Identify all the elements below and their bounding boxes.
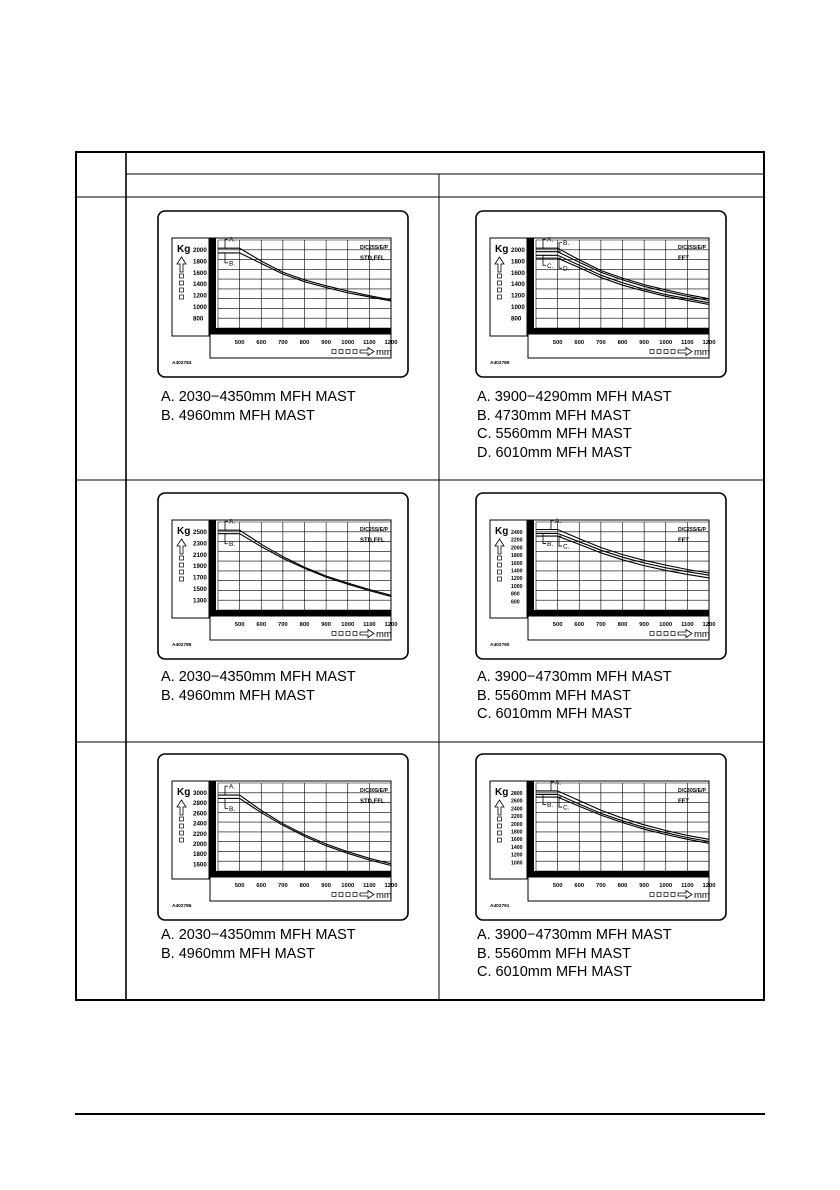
figure-id: A402784 [172, 361, 192, 366]
y-tick-label: 1800 [511, 258, 525, 266]
x-tick-label: 800 [299, 340, 310, 346]
y-tick-label: 2200 [193, 830, 207, 838]
x-tick-label: 700 [278, 340, 288, 346]
y-tick-label: 800 [511, 315, 522, 323]
legend-item: B. 5560mm MFH MAST [477, 687, 631, 704]
legend-item: B. 4960mm MFH MAST [161, 945, 315, 962]
x-axis-bar [210, 610, 391, 616]
x-tick-label: 1200 [384, 340, 398, 346]
x-tick-label: 600 [256, 883, 267, 889]
mm-unit-label: mm [694, 890, 710, 901]
x-tick-label: 1200 [384, 883, 398, 889]
legend-r1c1 [161, 388, 356, 425]
curve-label: B. [563, 240, 570, 248]
y-tick-label: 1000 [511, 583, 523, 590]
x-tick-label: 700 [596, 340, 606, 346]
load-chart-std-ffl-row3 [157, 753, 409, 921]
y-tick-label: 1400 [511, 844, 523, 851]
model-code: D/C25S/E/P [360, 527, 388, 533]
y-axis-bar [210, 238, 216, 334]
x-tick-label: 500 [552, 883, 563, 889]
y-tick-label: 2100 [193, 551, 207, 559]
x-tick-label: 1200 [384, 622, 398, 628]
model-code: D/C25S/E/P [360, 245, 388, 251]
x-tick-label: 1000 [659, 622, 673, 628]
legend-item: A. 2030−4350mm MFH MAST [161, 927, 356, 943]
y-tick-label: 2500 [193, 529, 207, 536]
model-code: D/C30S/E/P [678, 788, 706, 794]
legend-r2c2 [477, 668, 672, 724]
mm-unit-label: mm [694, 347, 710, 358]
legend-r3c2 [477, 926, 672, 982]
x-tick-label: 1000 [659, 883, 673, 889]
curve-label: D. [563, 265, 570, 273]
x-tick-label: 600 [256, 622, 267, 628]
x-tick-label: 1200 [702, 340, 716, 346]
curve-label: C. [547, 262, 554, 270]
y-tick-label: 600 [511, 599, 520, 606]
curve-label: B. [229, 805, 236, 813]
y-tick-label: 1700 [193, 574, 207, 582]
x-tick-label: 1100 [681, 622, 694, 628]
load-chart-std-ffl-row2 [157, 492, 409, 660]
curve-label: C. [563, 543, 570, 551]
y-tick-label: 2000 [511, 247, 525, 254]
x-tick-label: 700 [278, 622, 288, 628]
kg-unit-label: Kg [495, 526, 509, 537]
kg-unit-label: Kg [177, 526, 191, 537]
curve-label: B. [547, 801, 554, 809]
x-tick-label: 1100 [681, 340, 694, 346]
y-tick-label: 1600 [511, 560, 523, 567]
y-tick-label: 2000 [511, 545, 523, 552]
figure-id: A402790 [490, 643, 510, 648]
x-tick-label: 800 [299, 622, 310, 628]
variant-label: FFT [678, 538, 689, 544]
legend-item: B. 4730mm MFH MAST [477, 407, 631, 424]
load-chart-fft-row1 [475, 210, 727, 378]
y-tick-label: 1300 [193, 597, 207, 605]
x-tick-label: 900 [639, 340, 649, 346]
x-tick-label: 600 [256, 340, 267, 346]
y-axis-bar [528, 520, 534, 616]
model-code: D/C25S/E/P [678, 245, 706, 251]
legend-item: B. 4960mm MFH MAST [161, 407, 315, 424]
y-tick-label: 1900 [193, 563, 207, 571]
y-tick-label: 1800 [511, 553, 523, 560]
kg-unit-label: Kg [495, 244, 509, 255]
y-tick-label: 800 [193, 315, 204, 323]
x-tick-label: 1100 [363, 622, 376, 628]
mm-unit-label: mm [376, 629, 392, 640]
variant-label: STD,FFL [360, 256, 385, 262]
legend-item: B. 4960mm MFH MAST [161, 687, 315, 704]
variant-label: FFT [678, 799, 689, 805]
x-tick-label: 700 [596, 622, 606, 628]
x-axis-bar [210, 871, 391, 877]
y-tick-label: 2200 [511, 537, 523, 544]
mm-unit-label: mm [694, 629, 710, 640]
x-tick-label: 1100 [363, 340, 376, 346]
x-tick-label: 600 [574, 622, 585, 628]
x-axis-bar [528, 610, 709, 616]
x-tick-label: 800 [617, 883, 628, 889]
figure-id: A402789 [490, 361, 510, 366]
x-tick-label: 500 [552, 622, 563, 628]
y-tick-label: 2800 [193, 800, 207, 808]
x-tick-label: 500 [234, 883, 245, 889]
y-tick-label: 1400 [511, 568, 523, 575]
legend-item: A. 2030−4350mm MFH MAST [161, 669, 356, 685]
legend-r2c1 [161, 668, 356, 705]
legend-item: C. 6010mm MFH MAST [477, 706, 632, 722]
legend-item: A. 3900−4290mm MFH MAST [477, 389, 672, 405]
kg-unit-label: Kg [177, 787, 191, 798]
legend-r3c1 [161, 926, 356, 963]
curve-label: A. [229, 236, 236, 244]
mm-unit-label: mm [376, 347, 392, 358]
y-tick-label: 1600 [193, 861, 207, 869]
x-tick-label: 800 [617, 340, 628, 346]
y-tick-label: 800 [511, 591, 520, 598]
legend-item: C. 5560mm MFH MAST [477, 426, 632, 442]
x-tick-label: 800 [299, 883, 310, 889]
curve-label: A. [547, 236, 554, 244]
y-tick-label: 2400 [511, 530, 523, 536]
figure-id: A402785 [172, 643, 192, 648]
curve-label: A. [229, 518, 236, 526]
figure-id: A402791 [490, 904, 510, 909]
y-tick-label: 1000 [193, 304, 207, 311]
y-tick-label: 1500 [193, 586, 207, 593]
y-tick-label: 1400 [193, 281, 207, 289]
y-tick-label: 1200 [193, 292, 207, 300]
load-chart-fft-row3 [475, 753, 727, 921]
y-tick-label: 2000 [511, 821, 523, 828]
y-tick-label: 1600 [511, 269, 525, 277]
x-tick-label: 600 [574, 340, 585, 346]
model-code: D/C30S/E/P [360, 788, 388, 794]
x-axis-bar [528, 328, 709, 334]
y-axis-bar [210, 781, 216, 877]
curve-label: B. [229, 260, 236, 268]
legend-item: D. 6010mm MFH MAST [477, 444, 632, 461]
load-chart-fft-row2 [475, 492, 727, 660]
x-tick-label: 500 [552, 340, 563, 346]
y-tick-label: 1000 [511, 860, 523, 867]
y-tick-label: 2800 [511, 791, 523, 797]
y-tick-label: 3000 [193, 790, 207, 797]
legend-item: A. 3900−4730mm MFH MAST [477, 669, 672, 685]
y-tick-label: 1000 [511, 304, 525, 311]
legend-item: C. 6010mm MFH MAST [477, 964, 632, 980]
y-tick-label: 1800 [193, 851, 207, 859]
kg-unit-label: Kg [495, 787, 509, 798]
y-tick-label: 1200 [511, 852, 523, 859]
load-chart-std-ffl-row1 [157, 210, 409, 378]
legend-item: A. 3900−4730mm MFH MAST [477, 927, 672, 943]
x-tick-label: 900 [639, 883, 649, 889]
y-tick-label: 2600 [511, 798, 523, 805]
x-tick-label: 1200 [702, 883, 716, 889]
x-tick-label: 1000 [341, 622, 355, 628]
y-tick-label: 2000 [193, 841, 207, 848]
kg-unit-label: Kg [177, 244, 191, 255]
legend-r1c2 [477, 388, 672, 462]
x-tick-label: 1200 [702, 622, 716, 628]
y-tick-label: 2200 [511, 814, 523, 821]
y-tick-label: 1400 [511, 281, 525, 289]
y-tick-label: 2300 [193, 540, 207, 548]
x-tick-label: 1100 [363, 883, 376, 889]
x-tick-label: 1000 [341, 340, 355, 346]
y-tick-label: 2400 [193, 820, 207, 828]
variant-label: STD,FFL [360, 538, 385, 544]
figure-id: A402786 [172, 904, 192, 909]
y-tick-label: 1600 [193, 269, 207, 277]
curve-label: B. [229, 541, 236, 549]
x-axis-bar [210, 328, 391, 334]
curve-label: C. [563, 804, 570, 812]
variant-label: FFT [678, 256, 689, 262]
x-tick-label: 600 [574, 883, 585, 889]
x-tick-label: 500 [234, 340, 245, 346]
model-code: D/C25S/E/P [678, 527, 706, 533]
x-tick-label: 900 [639, 622, 649, 628]
x-tick-label: 1100 [681, 883, 694, 889]
x-tick-label: 1000 [659, 340, 673, 346]
y-tick-label: 2600 [193, 810, 207, 818]
x-tick-label: 900 [321, 340, 331, 346]
mm-unit-label: mm [376, 890, 392, 901]
footer-rule [75, 1113, 765, 1115]
x-tick-label: 700 [596, 883, 606, 889]
y-axis-bar [528, 238, 534, 334]
y-tick-label: 1200 [511, 576, 523, 583]
x-tick-label: 1000 [341, 883, 355, 889]
y-tick-label: 1800 [193, 258, 207, 266]
legend-item: A. 2030−4350mm MFH MAST [161, 389, 356, 405]
curve-label: A. [555, 779, 562, 787]
y-axis-bar [210, 520, 216, 616]
y-tick-label: 2000 [193, 247, 207, 254]
y-tick-label: 1800 [511, 829, 523, 836]
legend-item: B. 5560mm MFH MAST [477, 945, 631, 962]
y-axis-bar [528, 781, 534, 877]
x-tick-label: 900 [321, 883, 331, 889]
x-tick-label: 900 [321, 622, 331, 628]
x-tick-label: 700 [278, 883, 288, 889]
x-axis-bar [528, 871, 709, 877]
y-tick-label: 1600 [511, 837, 523, 844]
curve-label: A. [229, 783, 236, 791]
x-tick-label: 500 [234, 622, 245, 628]
variant-label: STD,FFL [360, 799, 385, 805]
curve-label: B. [547, 540, 554, 548]
y-tick-label: 2400 [511, 806, 523, 813]
y-tick-label: 1200 [511, 292, 525, 300]
x-tick-label: 800 [617, 622, 628, 628]
curve-label: A. [555, 517, 562, 525]
